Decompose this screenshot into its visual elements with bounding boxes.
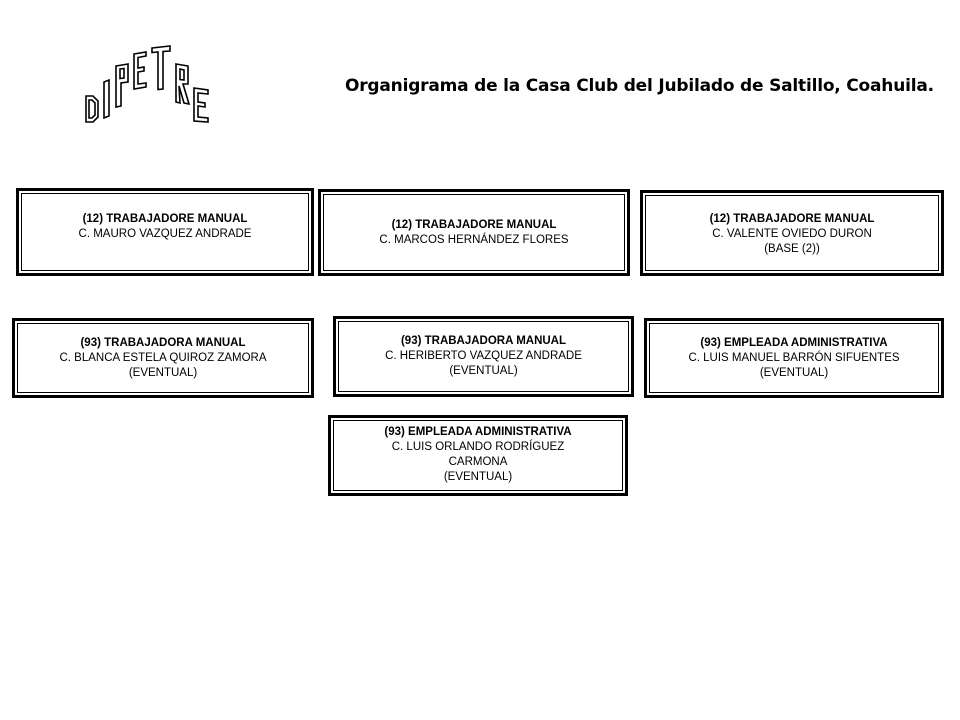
position-box [328,415,628,496]
position-name-continued: CARMONA [448,456,508,468]
position-name: C. MARCOS HERNÁNDEZ FLORES [379,233,569,246]
position-box [644,318,944,398]
position-name: C. BLANCA ESTELA QUIROZ ZAMORA [59,352,267,364]
position-role: (93) TRABAJADORA MANUAL [80,337,246,349]
position-role: (93) EMPLEADA ADMINISTRATIVA [384,426,572,438]
position-status: (BASE (2)) [764,243,820,255]
position-box [16,188,314,276]
position-name: C. LUIS ORLANDO RODRÍGUEZ [391,441,565,453]
dipetre-logo [80,44,212,126]
position-status: (EVENTUAL) [128,367,198,379]
position-role: (12) TRABAJADORE MANUAL [391,218,557,231]
position-name: C. LUIS MANUEL BARRÓN SIFUENTES [688,352,900,364]
position-box [333,316,634,397]
position-name: C. VALENTE OVIEDO DURON [712,228,872,240]
position-role: (93) EMPLEADA ADMINISTRATIVA [700,337,888,349]
position-role: (93) TRABAJADORA MANUAL [400,335,567,347]
position-box [640,190,944,276]
position-box [12,318,314,398]
position-name: C. MAURO VAZQUEZ ANDRADE [78,228,252,240]
position-status: (EVENTUAL) [759,367,829,379]
position-role: (12) TRABAJADORE MANUAL [709,213,875,225]
position-status: (EVENTUAL) [449,365,518,377]
page-title: Organigrama de la Casa Club del Jubilado de Saltillo, Coahuila. [345,76,934,96]
position-name: C. HERIBERTO VAZQUEZ ANDRADE [385,350,582,362]
position-box [318,189,630,276]
position-status: (EVENTUAL) [443,471,513,483]
position-role: (12) TRABAJADORE MANUAL [82,213,248,225]
